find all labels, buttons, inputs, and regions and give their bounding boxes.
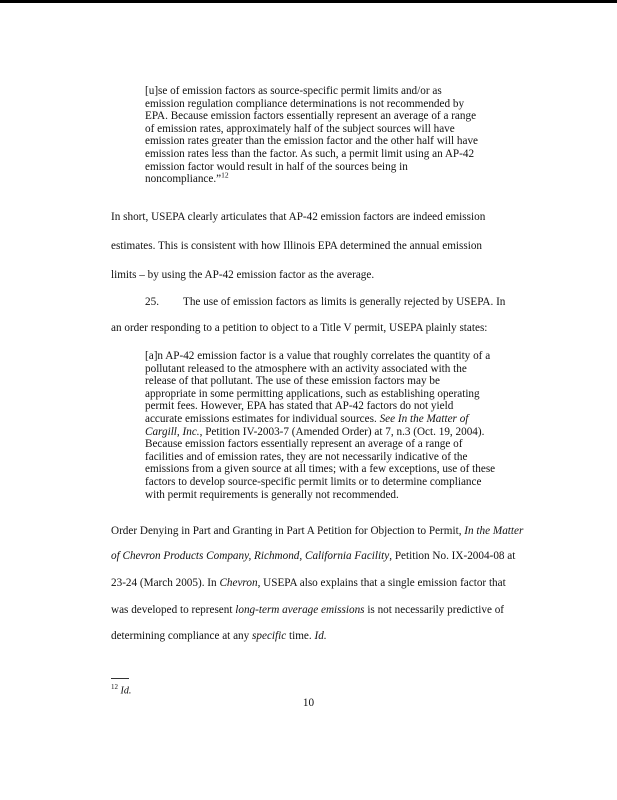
para3-text: 23-24 (March 2005). In	[111, 577, 220, 589]
quote2-line: pollutant released to the atmosphere with an activity associated with the	[145, 362, 467, 375]
quote1-line: emission factor would result in half of the sources being in	[145, 160, 408, 173]
para3-line5	[111, 630, 327, 642]
citation-italic: Id.	[314, 630, 327, 642]
para3-text: is not necessarily predictive of	[364, 604, 505, 616]
para25-line2: an order responding to a petition to object to a Title V permit, USEPA plainly states:	[111, 322, 488, 334]
quote2-line: factors to develop source-specific permit limits or to determine compliance	[145, 475, 482, 488]
case-name-italic: Chevron	[219, 577, 258, 589]
quote2-line: [a]n AP-42 emission factor is a value that roughly correlates the quantity of a	[145, 350, 491, 362]
para3-text: Order Denying in Part and Granting in Part A Petition for Objection to Permit,	[111, 525, 465, 537]
paragraph-number: 25.	[145, 296, 159, 308]
block-quote-2	[145, 350, 515, 501]
quote2-line: permit fees. However, EPA has stated that AP-42 factors do not yield	[145, 400, 454, 413]
footnote-text: Id.	[120, 685, 132, 697]
para3-line1	[111, 525, 523, 537]
para1-line: estimates. This is consistent with how Illinois EPA determined the annual emission	[111, 240, 483, 252]
quote2-line: Because emission factors essentially represent an average of a range of	[145, 438, 463, 451]
para3-text: was developed to represent	[111, 604, 236, 616]
quote1-line: EPA. Because emission factors essentially represent an average of a range	[145, 110, 477, 123]
quote1-line-last	[145, 170, 515, 186]
para3-line4	[111, 604, 504, 616]
para3-text: time.	[286, 630, 315, 642]
quote1-line: emission regulation compliance determinations is not recommended by	[145, 97, 465, 110]
para1-line: In short, USEPA clearly articulates that AP-42 emission factors are indeed emission	[111, 211, 486, 223]
case-citation-italic: See In the Matter of	[379, 412, 469, 425]
quote1-line: emission rates greater than the emission factor and the other half will have	[145, 135, 479, 148]
quote2-line: facilities and of emission rates, they are not necessarily indicative of the	[145, 450, 468, 463]
page-number: 10	[302, 697, 315, 709]
quote1-line-text: noncompliance.”	[145, 173, 222, 186]
para1-line: limits – by using the AP-42 emission factor as the average.	[111, 269, 375, 281]
footnote-separator	[111, 678, 129, 679]
para3-line3	[111, 577, 506, 589]
quote1-line: of emission rates, approximately half of the subject sources will have	[145, 122, 455, 135]
case-name-italic: of Chevron Products Company, Richmond, California Facility	[111, 550, 390, 562]
para3-text: , Petition No. IX-2004-08 at	[389, 550, 516, 562]
quote2-line: emissions from a given source at all times; with a few exceptions, use of these	[145, 463, 496, 476]
case-citation-italic: Cargill, Inc.	[145, 425, 200, 438]
top-border-rule	[0, 0, 617, 3]
quote2-line: appropriate in some permitting applications, such as establishing operating	[145, 387, 480, 400]
quote2-line: with permit requirements is generally not recommended.	[145, 488, 399, 501]
para25-text: The use of emission factors as limits is generally rejected by USEPA. In	[183, 296, 506, 308]
footnote-reference: 12	[221, 170, 229, 180]
quote1-line: [u]se of emission factors as source-specific permit limits and/or as	[145, 85, 442, 97]
quote2-line	[145, 413, 515, 426]
emphasis-italic: specific	[252, 630, 287, 642]
quote2-text: accurate emissions estimates for individual sources.	[145, 412, 380, 425]
quote2-line	[145, 426, 515, 439]
case-name-italic: In the Matter	[464, 525, 524, 537]
para3-line2	[111, 550, 515, 562]
footnote	[111, 683, 131, 696]
para25-line1	[111, 296, 505, 308]
quote1-line: emission rates less than the factor. As such, a permit limit using an AP-42	[145, 147, 475, 160]
para3-text: , USEPA also explains that a single emission factor that	[257, 577, 506, 589]
quote2-line: release of that pollutant. The use of these emission factors may be	[145, 375, 440, 388]
para3-text: determining compliance at any	[111, 630, 253, 642]
footnote-number: 12	[111, 683, 118, 691]
quote2-text: , Petition IV-2003-7 (Amended Order) at 7, n.3 (Oct. 19, 2004).	[199, 425, 485, 438]
emphasis-italic: long-term average emissions	[235, 604, 365, 616]
block-quote-1	[145, 85, 515, 186]
